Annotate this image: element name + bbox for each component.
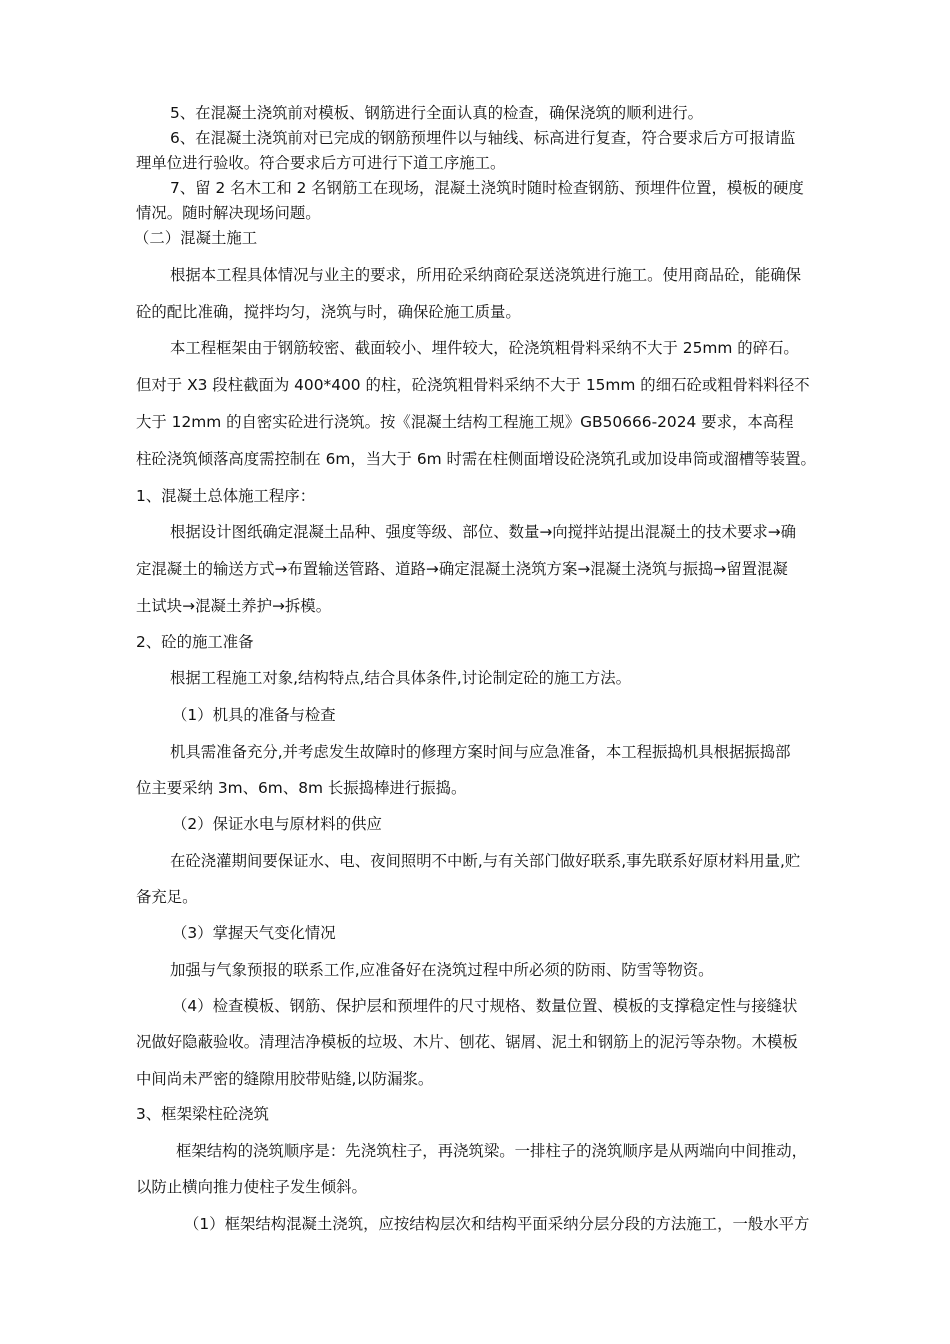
text-line: （4）检查模板、钢筋、保护层和预埋件的尺寸规格、数量位置、模板的支撑稳定性与接缝状 bbox=[172, 997, 798, 1015]
text-line: 在砼浇灌期间要保证水、电、夜间照明不中断,与有关部门做好联系,事先联系好原材料用量,贮 bbox=[170, 852, 801, 870]
text-line: 根据本工程具体情况与业主的要求，所用砼采纳商砼泵送浇筑进行施工。使用商品砼，能确保 bbox=[170, 266, 802, 284]
text-line: 备充足。 bbox=[136, 888, 198, 906]
text-line: 根据设计图纸确定混凝土品种、强度等级、部位、数量→向搅拌站提出混凝土的技术要求→确 bbox=[170, 523, 797, 541]
text-line: 6、在混凝土浇筑前对已完成的钢筋预埋件以与轴线、标高进行复查，符合要求后方可报请监 bbox=[170, 129, 796, 147]
text-line: 但对于 X3 段柱截面为 400*400 的柱，砼浇筑粗骨料采纳不大于 15mm 的细石砼或粗骨料料径不 bbox=[136, 376, 810, 394]
text-line: 情况。随时解决现场问题。 bbox=[136, 204, 321, 222]
text-line: 砼的配比准确，搅拌均匀，浇筑与时，确保砼施工质量。 bbox=[136, 303, 521, 321]
subsection-heading: 2、砼的施工准备 bbox=[136, 633, 254, 651]
item-heading: （3）掌握天气变化情况 bbox=[172, 924, 336, 942]
text-line: 机具需准备充分,并考虑发生故障时的修理方案时间与应急准备，本工程振捣机具根据振捣部 bbox=[170, 743, 791, 761]
text-line: 柱砼浇筑倾落高度需控制在 6m，当大于 6m 时需在柱侧面增设砼浇筑孔或加设串筒或溜槽等装置。 bbox=[136, 450, 816, 468]
text-line: 5、在混凝土浇筑前对模板、钢筋进行全面认真的检查，确保浇筑的顺利进行。 bbox=[170, 104, 704, 122]
section-heading: （二）混凝土施工 bbox=[134, 229, 258, 247]
text-line: 根据工程施工对象,结构特点,结合具体条件,讨论制定砼的施工方法。 bbox=[170, 669, 632, 687]
text-line: 况做好隐蔽验收。清理洁净模板的垃圾、木片、刨花、锯屑、泥土和钢筋上的泥污等杂物。木模板 bbox=[136, 1033, 798, 1051]
item-heading: （1）机具的准备与检查 bbox=[172, 706, 336, 724]
text-line: 位主要采纳 3m、6m、8m 长振捣棒进行振捣。 bbox=[136, 779, 467, 797]
text-line: （1）框架结构混凝土浇筑，应按结构层次和结构平面采纳分层分段的方法施工，一般水平方 bbox=[184, 1215, 810, 1233]
item-heading: （2）保证水电与原材料的供应 bbox=[172, 815, 382, 833]
text-line: 7、留 2 名木工和 2 名钢筋工在现场，混凝土浇筑时随时检查钢筋、预埋件位置，模板的硬度 bbox=[170, 179, 804, 197]
subsection-heading: 1、混凝土总体施工程序： bbox=[136, 487, 316, 505]
text-line: 理单位进行验收。符合要求后方可进行下道工序施工。 bbox=[136, 154, 506, 172]
text-line: 以防止横向推力使柱子发生倾斜。 bbox=[136, 1178, 367, 1196]
text-line: 大于 12mm 的自密实砼进行浇筑。按《混凝土结构工程施工规》GB50666-2024 要求，本高程 bbox=[136, 413, 794, 431]
text-line: 定混凝土的输送方式→布置输送管路、道路→确定混凝土浇筑方案→混凝土浇筑与振捣→留置混凝 bbox=[136, 560, 788, 578]
text-line: 本工程框架由于钢筋较密、截面较小、埋件较大，砼浇筑粗骨料采纳不大于 25mm 的碎石。 bbox=[170, 339, 799, 357]
text-line: 中间尚未严密的缝隙用胶带贴缝,以防漏浆。 bbox=[136, 1070, 434, 1088]
subsection-heading: 3、框架梁柱砼浇筑 bbox=[136, 1105, 269, 1123]
text-line: 加强与气象预报的联系工作,应准备好在浇筑过程中所必须的防雨、防雪等物资。 bbox=[170, 961, 714, 979]
text-line: 框架结构的浇筑顺序是：先浇筑柱子，再浇筑梁。一排柱子的浇筑顺序是从两端向中间推动， bbox=[176, 1142, 808, 1160]
text-line: 土试块→混凝土养护→拆模。 bbox=[136, 597, 332, 615]
